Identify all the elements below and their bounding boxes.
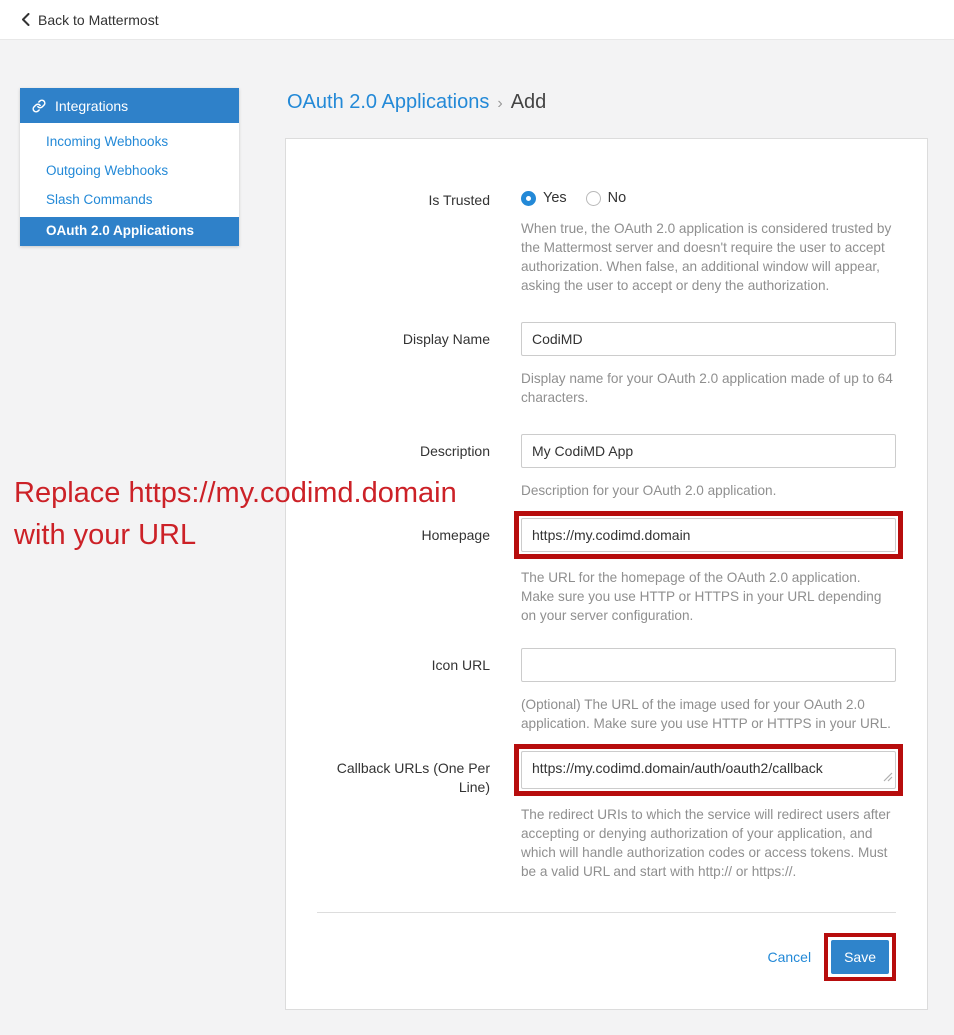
sidebar-item-outgoing-webhooks[interactable]: Outgoing Webhooks (46, 163, 169, 178)
is-trusted-yes-option[interactable] (521, 190, 567, 206)
display-name-input[interactable] (521, 322, 896, 356)
sidebar-item-oauth-applications[interactable]: OAuth 2.0 Applications (20, 217, 239, 246)
form-row-icon-url (286, 648, 927, 733)
back-link-label: Back to Mattermost (38, 11, 159, 28)
sidebar-header-label: Integrations (55, 97, 129, 114)
radio-no-icon[interactable] (586, 191, 601, 206)
oauth-add-form-card (285, 138, 928, 1010)
radio-yes-icon[interactable] (521, 191, 536, 206)
sidebar-header-integrations[interactable] (20, 88, 239, 123)
is-trusted-no-option[interactable] (586, 190, 627, 206)
breadcrumb (287, 91, 546, 114)
display-name-help: Display name for your OAuth 2.0 application made of up to 64 characters. (521, 371, 893, 405)
link-icon (32, 99, 46, 113)
sidebar-item-slash-commands[interactable]: Slash Commands (46, 192, 153, 207)
callback-urls-textarea[interactable] (521, 751, 896, 789)
sidebar-item-list (20, 123, 239, 246)
homepage-label: Homepage (421, 527, 490, 543)
is-trusted-help: When true, the OAuth 2.0 application is considered trusted by the Mattermost server and doesn't require the user to accept authorization. When false, an additional window will appear, asking the user to accept or deny the authorization. (521, 221, 892, 293)
form-row-callback-urls (286, 751, 927, 881)
annotation-line-1: Replace https://my.codimd.domain (14, 477, 457, 509)
radio-yes-label[interactable]: Yes (543, 190, 567, 206)
description-input[interactable] (521, 434, 896, 468)
callback-urls-help: The redirect URIs to which the service will redirect users after accepting or denying authorization of your application, and which will handle authorization codes or access tokens. Must be a valid URL and start with http:// or https://. (521, 807, 891, 879)
breadcrumb-parent-link[interactable]: OAuth 2.0 Applications (287, 91, 490, 113)
radio-no-label[interactable]: No (607, 190, 627, 206)
form-row-display-name (286, 322, 927, 407)
callback-urls-label: Callback URLs (One Per Line) (336, 760, 490, 795)
form-row-description (286, 434, 927, 500)
form-actions (286, 933, 896, 981)
homepage-highlight-box (514, 511, 903, 559)
top-bar (0, 0, 954, 40)
is-trusted-label: Is Trusted (428, 192, 490, 208)
callback-urls-highlight-box (514, 744, 903, 796)
back-chevron-icon (21, 13, 30, 26)
homepage-help: The URL for the homepage of the OAuth 2.0 application. Make sure you use HTTP or HTTPS in your URL depending on your server configuration. (521, 570, 882, 623)
back-to-mattermost-link[interactable] (21, 12, 159, 28)
save-highlight-box (824, 933, 896, 981)
cancel-button[interactable]: Cancel (767, 949, 812, 965)
sidebar-item-incoming-webhooks[interactable]: Incoming Webhooks (46, 134, 169, 149)
display-name-label: Display Name (402, 331, 490, 347)
description-label: Description (419, 443, 490, 459)
description-help: Description for your OAuth 2.0 application. (521, 483, 777, 498)
integrations-sidebar (20, 88, 239, 246)
form-footer-divider (317, 912, 896, 913)
resize-handle-icon[interactable] (883, 769, 893, 785)
form-row-homepage (286, 518, 927, 625)
annotation-line-2: with your URL (14, 519, 197, 551)
icon-url-label: Icon URL (431, 657, 490, 673)
save-button[interactable]: Save (831, 940, 889, 974)
page-title: Add (510, 91, 547, 113)
icon-url-input[interactable] (521, 648, 896, 682)
icon-url-help: (Optional) The URL of the image used for your OAuth 2.0 application. Make sure you use HTTP or HTTPS in your URL. (521, 697, 891, 731)
breadcrumb-separator: › (497, 94, 503, 112)
is-trusted-radio-group (521, 189, 896, 206)
form-row-is-trusted (286, 189, 927, 295)
homepage-input[interactable] (521, 518, 896, 552)
